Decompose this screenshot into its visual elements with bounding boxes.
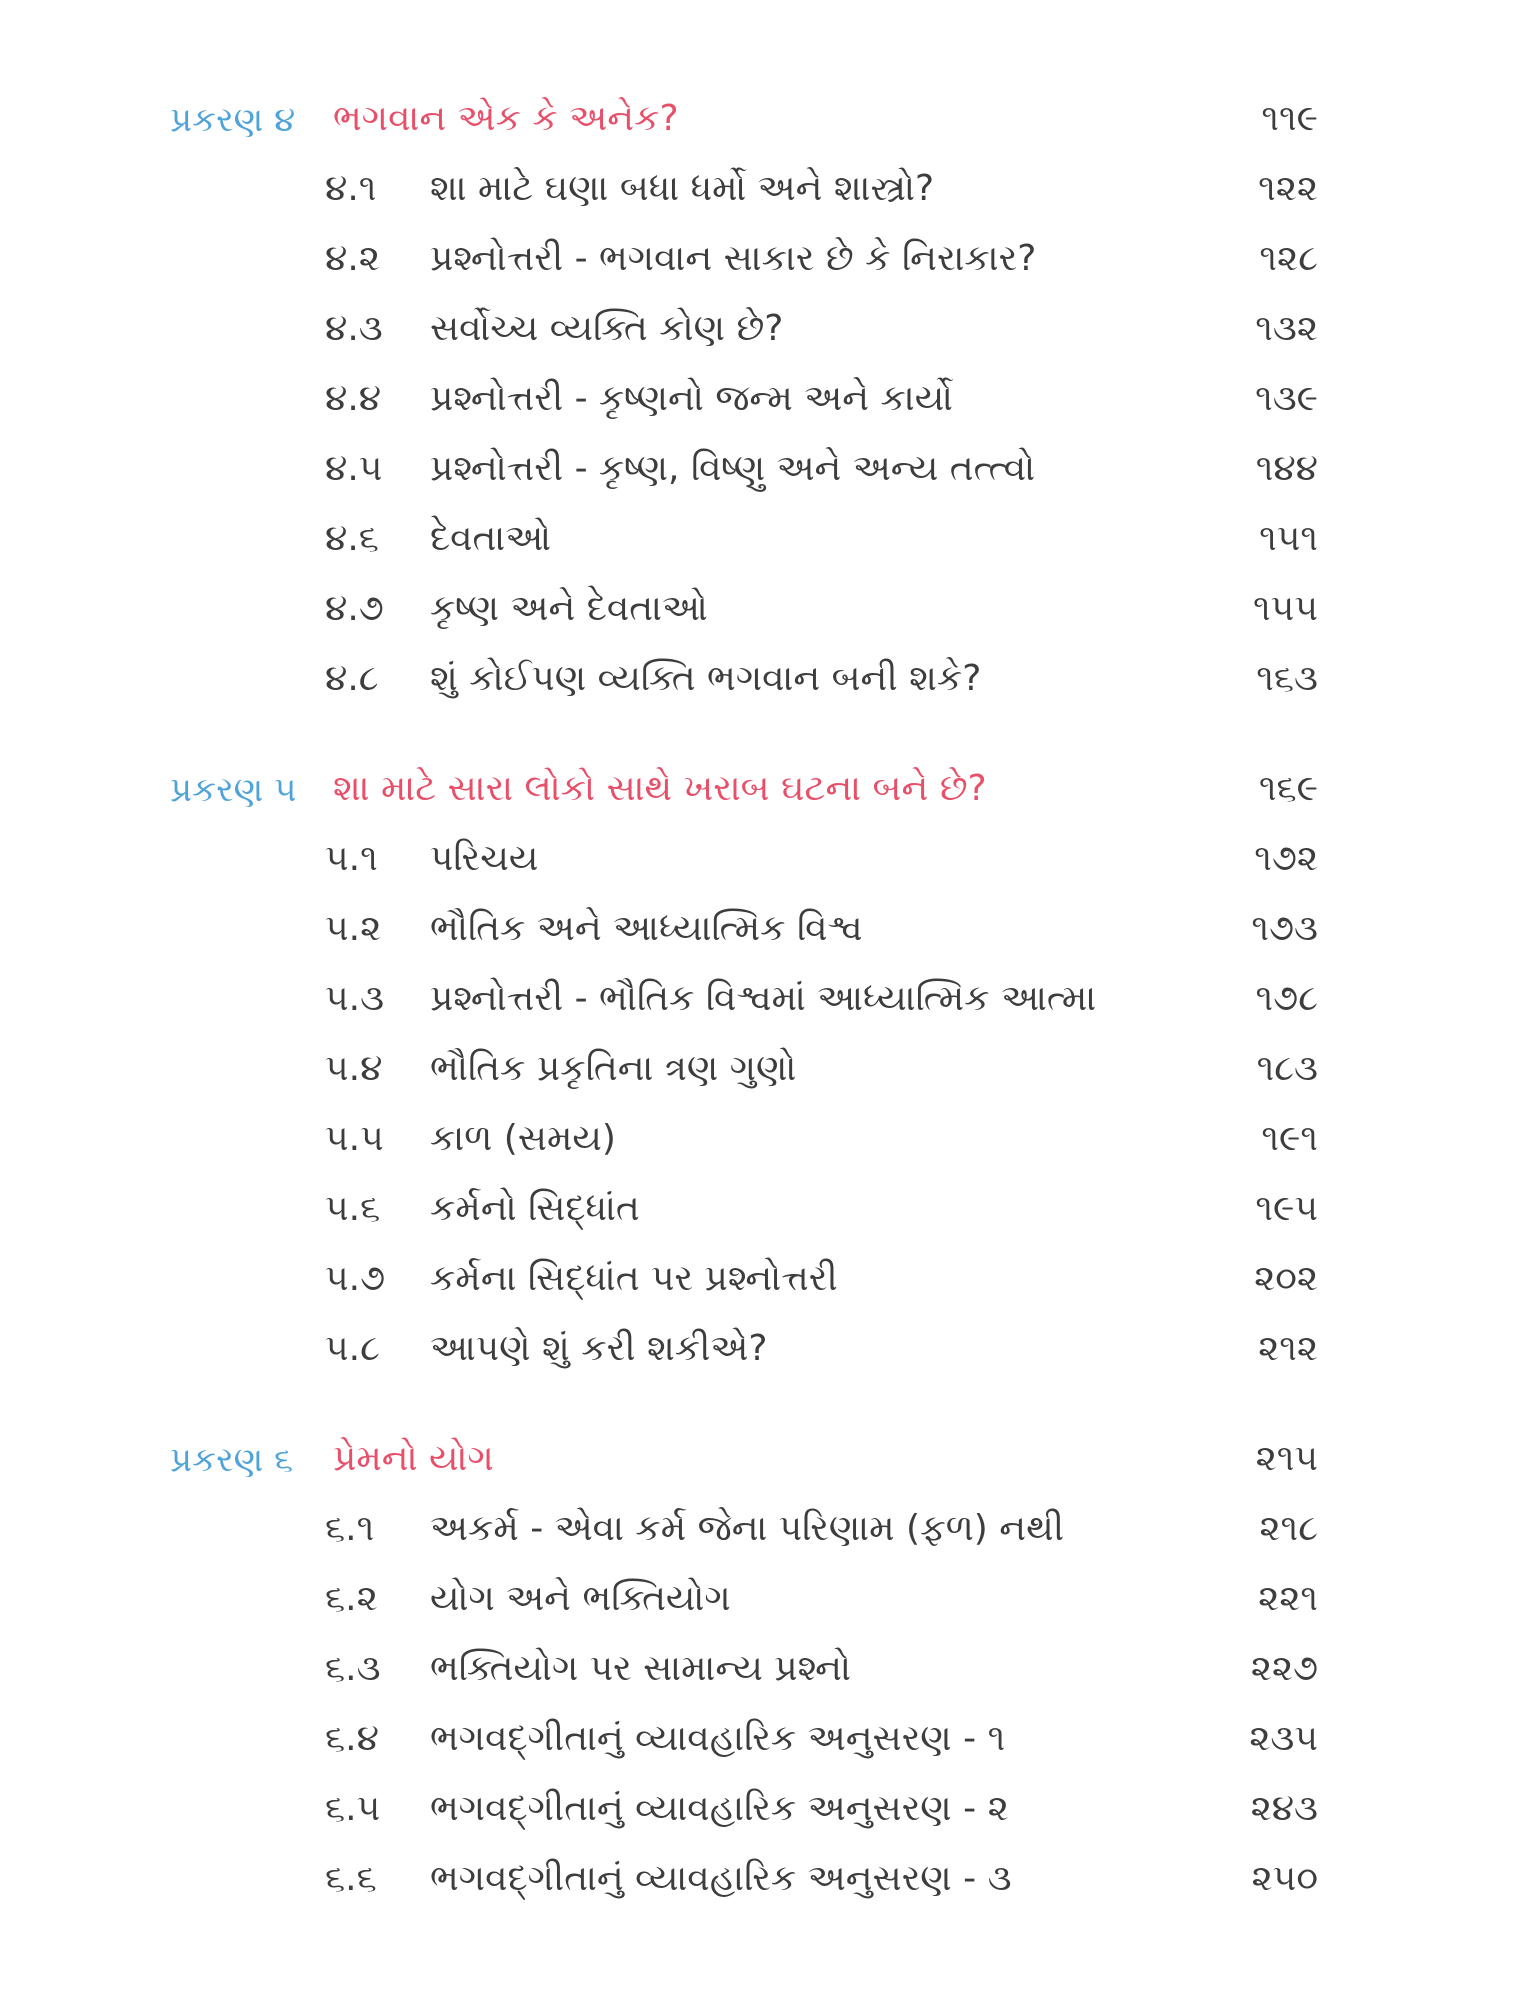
page-number: ૧૯૫ (1255, 1188, 1318, 1229)
section-row (0, 1642, 1518, 1702)
section-title: સર્વોચ્ચ વ્યક્તિ કોણ છે? (430, 308, 784, 349)
section-title: શા માટે ઘણા બધા ધર્મો અને શાસ્ત્રો? (430, 168, 935, 209)
section-number: ૬.૫ (325, 1788, 381, 1829)
section-row (0, 1182, 1518, 1242)
section-title: અકર્મ - એવા કર્મ જેના પરિણામ (ફળ) નથી (430, 1508, 1065, 1549)
page-number: ૧૬૩ (1256, 658, 1318, 699)
page-number: ૧૭૨ (1254, 838, 1318, 879)
page-number: ૨૧૮ (1259, 1508, 1318, 1549)
section-number: ૪.૩ (325, 308, 383, 349)
section-number: ૬.૬ (325, 1858, 377, 1899)
section-row (0, 972, 1518, 1032)
section-row (0, 1252, 1518, 1312)
page-number: ૧૬૯ (1258, 768, 1318, 809)
section-title: કૃષ્ણ અને દેવતાઓ (430, 588, 708, 629)
section-title: શું કોઈપણ વ્યક્તિ ભગવાન બની શકે? (430, 658, 982, 699)
section-number: ૬.૪ (325, 1718, 379, 1759)
page-number: ૨૦૨ (1254, 1258, 1318, 1299)
section-number: ૪.૮ (325, 658, 379, 699)
section-number: ૪.૭ (325, 588, 384, 629)
chapter-label: પ્રકરણ ૪ (170, 100, 296, 140)
section-title: ભગવદ્‌ગીતાનું વ્યાવહારિક અનુસરણ - ૩ (430, 1858, 1012, 1899)
page-number: ૧૨૮ (1259, 238, 1318, 279)
section-title: કર્મનો સિદ્ધાંત (430, 1188, 640, 1229)
page-number: ૧૩૨ (1255, 308, 1318, 349)
section-row (0, 582, 1518, 642)
section-title: આપણે શું કરી શકીએ? (430, 1328, 768, 1369)
section-number: ૫.૭ (325, 1258, 386, 1299)
page-number: ૨૧૫ (1255, 1438, 1318, 1479)
section-number: ૫.૬ (325, 1188, 381, 1229)
section-row (0, 1572, 1518, 1632)
section-number: ૫.૮ (325, 1328, 380, 1369)
chapter-row (0, 92, 1518, 152)
section-number: ૫.૨ (325, 908, 382, 949)
section-title: કાળ (સમય) (430, 1118, 616, 1159)
section-title: ભૌતિક પ્રકૃતિના ત્રણ ગુણો (430, 1048, 797, 1089)
section-row (0, 302, 1518, 362)
section-title: કર્મના સિદ્ધાંત પર પ્રશ્નોત્તરી (430, 1258, 838, 1299)
section-number: ૫.૧ (325, 838, 378, 879)
section-title: ભક્તિયોગ પર સામાન્ય પ્રશ્નો (430, 1648, 852, 1689)
section-number: ૬.૧ (325, 1508, 375, 1549)
page-number: ૧૫૧ (1259, 518, 1318, 559)
section-title: પ્રશ્નોત્તરી - કૃષ્ણનો જન્મ અને કાર્યો (430, 378, 953, 419)
section-row (0, 1322, 1518, 1382)
page-number: ૧૫૫ (1253, 588, 1318, 629)
page-number: ૧૨૨ (1258, 168, 1318, 209)
section-row (0, 512, 1518, 572)
section-row (0, 1112, 1518, 1172)
chapter-title: શા માટે સારા લોકો સાથે ખરાબ ઘટના બને છે? (333, 768, 987, 809)
section-title: દેવતાઓ (430, 518, 552, 559)
section-title: પ્રશ્નોત્તરી - ભૌતિક વિશ્વમાં આધ્યાત્મિક આત્મા (430, 978, 1097, 1019)
chapter-title: પ્રેમનો યોગ (333, 1438, 494, 1479)
chapter-label: પ્રકરણ ૫ (170, 770, 297, 810)
page-number: ૨૪૩ (1250, 1788, 1318, 1829)
section-row (0, 902, 1518, 962)
page-number: ૧૭૮ (1255, 978, 1318, 1019)
section-row (0, 652, 1518, 712)
page-number: ૨૩૫ (1249, 1718, 1318, 1759)
section-number: ૫.૪ (325, 1048, 383, 1089)
section-title: પરિચય (430, 838, 539, 879)
section-row (0, 372, 1518, 432)
page-number: ૨૨૭ (1250, 1648, 1318, 1689)
section-number: ૬.૩ (325, 1648, 381, 1689)
section-title: ભગવદ્‌ગીતાનું વ્યાવહારિક અનુસરણ - ૧ (430, 1718, 1006, 1759)
section-row (0, 1852, 1518, 1912)
section-title: ભૌતિક અને આધ્યાત્મિક વિશ્વ (430, 908, 863, 949)
section-row (0, 832, 1518, 892)
page-number: ૨૫૦ (1251, 1858, 1318, 1899)
page-number: ૧૧૯ (1261, 98, 1318, 139)
section-number: ૪.૨ (325, 238, 380, 279)
page-number: ૧૯૧ (1261, 1118, 1318, 1159)
section-number: ૪.૧ (325, 168, 377, 209)
section-row (0, 442, 1518, 502)
page-number: ૨૨૧ (1258, 1578, 1318, 1619)
chapter-row (0, 762, 1518, 822)
section-title: પ્રશ્નોત્તરી - ભગવાન સાકાર છે કે નિરાકાર? (430, 238, 1037, 279)
section-row (0, 1042, 1518, 1102)
page-number: ૨૧૨ (1258, 1328, 1318, 1369)
page-number: ૧૭૩ (1251, 908, 1318, 949)
section-row (0, 1712, 1518, 1772)
section-number: ૪.૬ (325, 518, 379, 559)
section-row (0, 1782, 1518, 1842)
section-row (0, 1502, 1518, 1562)
section-title: યોગ અને ભક્તિયોગ (430, 1578, 731, 1619)
chapter-label: પ્રકરણ ૬ (170, 1440, 294, 1480)
section-title: ભગવદ્‌ગીતાનું વ્યાવહારિક અનુસરણ - ૨ (430, 1788, 1009, 1829)
section-number: ૫.૫ (325, 1118, 384, 1159)
page-number: ૧૪૪ (1255, 448, 1318, 489)
section-number: ૬.૨ (325, 1578, 378, 1619)
section-number: ૪.૫ (325, 448, 383, 489)
chapter-row (0, 1432, 1518, 1492)
page-number: ૧૮૩ (1256, 1048, 1318, 1089)
section-row (0, 232, 1518, 292)
section-row (0, 162, 1518, 222)
section-title: પ્રશ્નોત્તરી - કૃષ્ણ, વિષ્ણુ અને અન્ય તત્ત્વો (430, 448, 1036, 489)
section-number: ૫.૩ (325, 978, 385, 1019)
page-number: ૧૩૯ (1255, 378, 1318, 419)
chapter-title: ભગવાન એક કે અનેક? (333, 98, 679, 139)
section-number: ૪.૪ (325, 378, 382, 419)
